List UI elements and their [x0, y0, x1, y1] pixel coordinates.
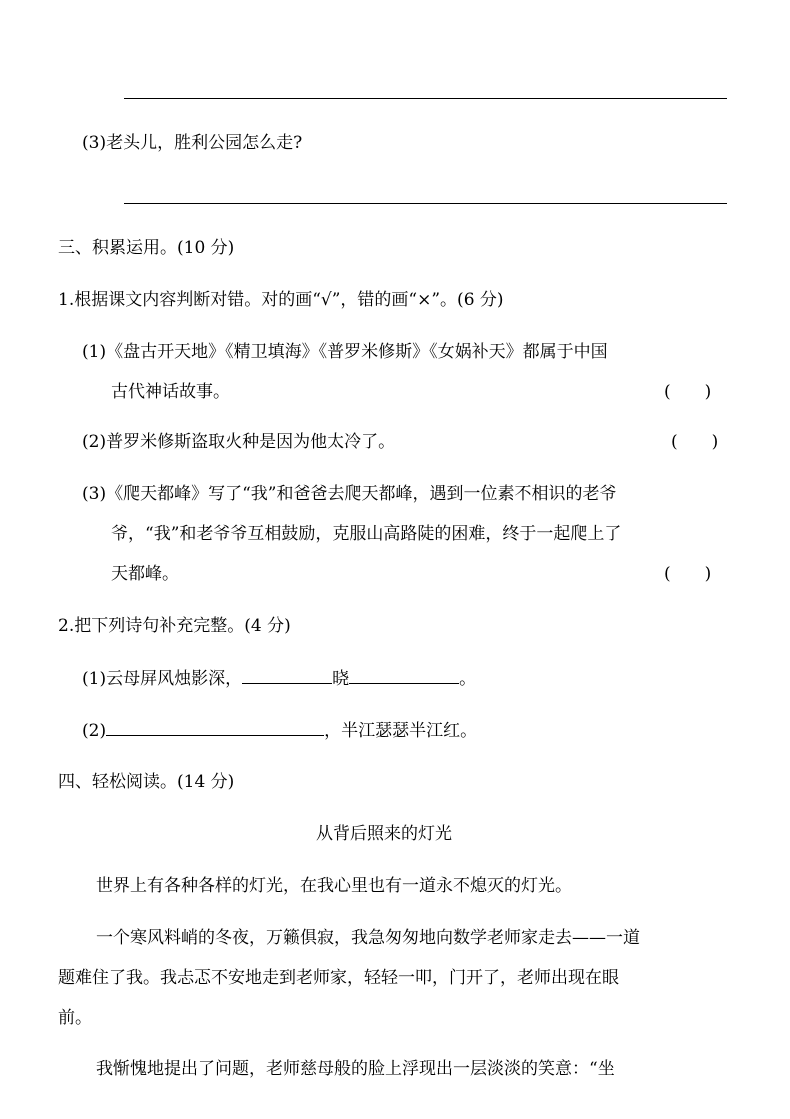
judge-item-3-line2: 爷，“我”和老爷爷互相鼓励，克服山高路陡的困难，终于一起爬上了 [111, 524, 622, 544]
passage-paragraph-1: 世界上有各种各样的灯光，在我心里也有一道永不熄灭的灯光。 [96, 876, 572, 896]
poem-item-2 [82, 719, 477, 742]
answer-line-1 [124, 98, 727, 99]
judge-item-1-paren[interactable]: ( ) [664, 382, 712, 402]
judge-item-2-paren[interactable]: ( ) [671, 432, 719, 452]
judge-item-3-line3: 天都峰。 [111, 564, 179, 584]
poem-blank-3[interactable] [106, 719, 324, 736]
poem-item-1-pre: (1)云母屏风烛影深， [82, 669, 243, 689]
question-item-3: (3)老头儿，胜利公园怎么走? [82, 133, 303, 153]
judge-item-1-line1: (1)《盘古开天地》《精卫填海》《普罗米修斯》《女娲补天》都属于中国 [82, 342, 608, 362]
poem-item-1-end: 。 [459, 669, 477, 689]
judge-item-3-line1: (3)《爬天都峰》写了“我”和爸爸去爬天都峰，遇到一位素不相识的老爷 [82, 484, 617, 504]
question-1-prompt: 1.根据课文内容判断对错。对的画“√”，错的画“×”。(6 分) [58, 290, 504, 310]
answer-line-2 [124, 203, 727, 204]
poem-blank-1[interactable] [242, 667, 332, 684]
poem-item-2-end: ，半江瑟瑟半江红。 [324, 721, 478, 741]
judge-item-2-line1: (2)普罗米修斯盗取火种是因为他太冷了。 [82, 432, 396, 452]
judge-item-3-paren[interactable]: ( ) [664, 564, 712, 584]
passage-paragraph-2-line2: 题难住了我。我忐忑不安地走到老师家，轻轻一叩，门开了，老师出现在眼 [58, 968, 619, 988]
poem-item-1 [82, 667, 476, 690]
poem-blank-2[interactable] [349, 667, 459, 684]
question-2-prompt: 2.把下列诗句补充完整。(4 分) [58, 616, 291, 636]
passage-title: 从背后照来的灯光 [316, 824, 452, 844]
section-heading-4: 四、轻松阅读。(14 分) [58, 772, 235, 792]
poem-item-1-mid: 晓 [332, 669, 350, 689]
judge-item-1-line2: 古代神话故事。 [111, 382, 230, 402]
section-heading-3: 三、积累运用。(10 分) [58, 238, 235, 258]
poem-item-2-pre: (2) [82, 721, 107, 741]
passage-paragraph-2-line3: 前。 [58, 1008, 92, 1028]
passage-paragraph-3-line1: 我惭愧地提出了问题，老师慈母般的脸上浮现出一层淡淡的笑意：“坐 [96, 1059, 615, 1079]
passage-paragraph-2-line1: 一个寒风料峭的冬夜，万籁俱寂，我急匆匆地向数学老师家走去——一道 [96, 928, 640, 948]
